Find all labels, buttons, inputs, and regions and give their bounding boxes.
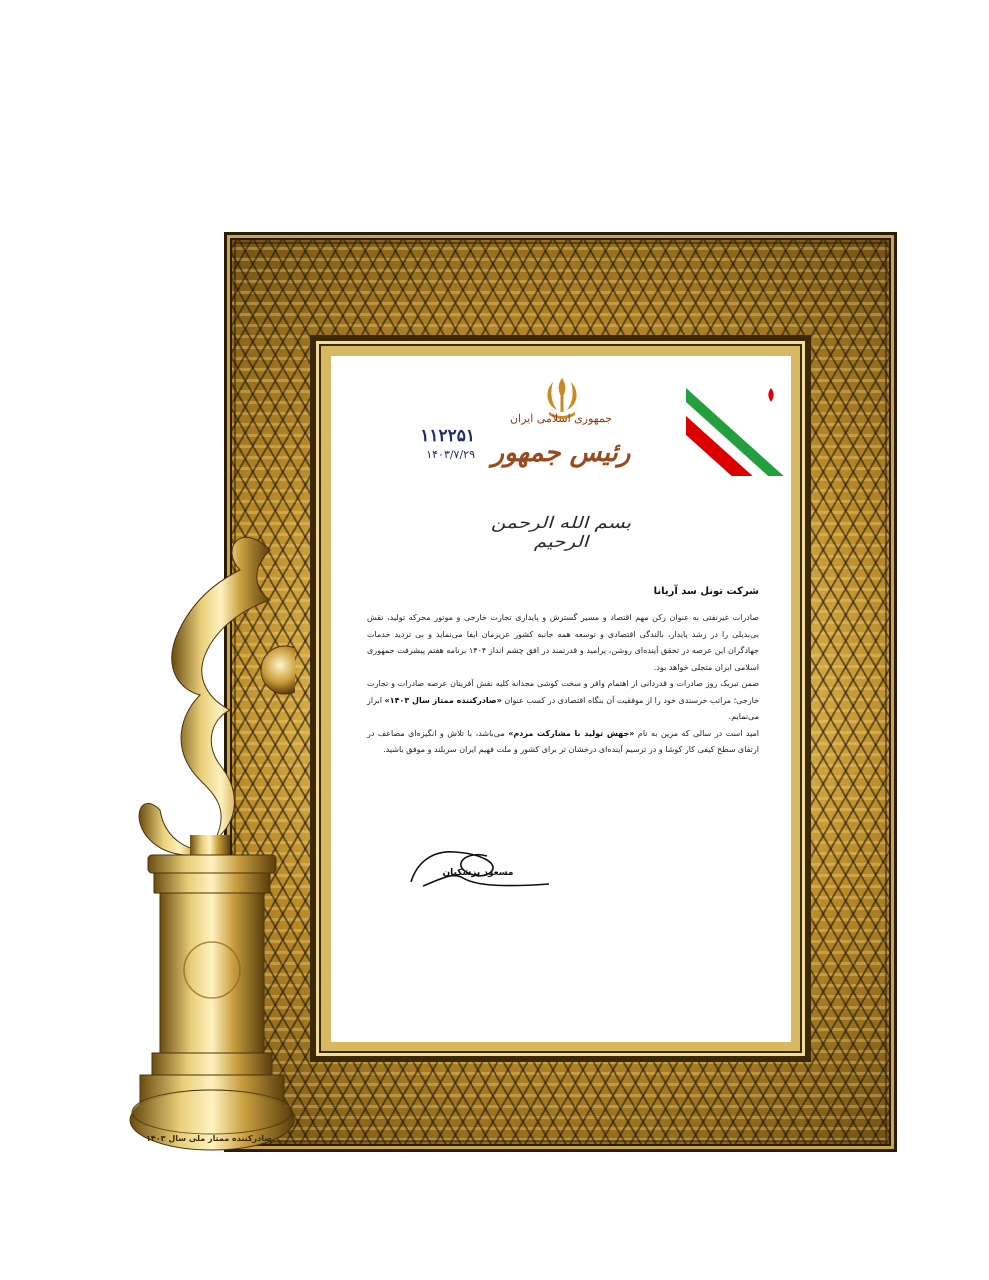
golden-trophy xyxy=(120,520,295,1160)
header-office-title: رئیس جمهور xyxy=(491,438,631,468)
iran-flag-ribbon xyxy=(686,356,791,476)
certificate-letter xyxy=(331,356,791,1042)
reference-date: ۱۴۰۳/۷/۲۹ xyxy=(426,448,475,461)
award-title: «صادرکننده ممتاز سال ۱۴۰۳» xyxy=(384,695,502,705)
flag-white-band xyxy=(686,366,791,476)
header-country: جمهوری اسلامی ایران xyxy=(509,412,613,425)
paragraph-2-end: ابراز می‌نمایم. xyxy=(367,695,759,721)
paragraph-1: صادرات غیرنفتی به عنوان رکن مهم اقتصاد و مسیر گسترش و پایداری تجارت خارجی و موتور محرکه تولید، نقش بی‌بدیلی را در رشد پایدار، بالندگی اقتصادی و توسعه همه جانبه کشور عزیزمان ایفا می‌نماید و بی تردید خدمات جهادگران این عرصه در تحقق آینده‌ای روشن، پرامید و قدرتمند در افق چشم انداز ۱۴۰۴ برنامه هفتم پیشرفت جمهوری اسلامی ایران متجلی خواهد بود. xyxy=(367,613,759,672)
recipient-name: شرکت تونل سد آریانا xyxy=(653,586,759,597)
signer-name: مسعود پزشکیان xyxy=(442,868,514,878)
letter-body xyxy=(367,610,759,759)
reference-number: ۱۱۲۲۵۱ xyxy=(420,426,475,446)
basmala-calligraphy: بسم الله الرحمن الرحیم xyxy=(490,512,632,552)
paragraph-3 xyxy=(367,726,759,759)
paragraph-3-end: می‌باشد، با تلاش و انگیزه‌ای مضاعف در ارتقای سطح کیفی کار کوشا و در ترسیم آینده‌ای درخشان تر برای کشور و ملت فهیم ایران سربلند و موفق باشید. xyxy=(367,728,759,754)
trophy-base-label: صادرکننده ممتاز ملی سال ۱۴۰۳ xyxy=(146,1134,272,1143)
paragraph-2-text: ضمن تبریک روز صادرات و قدردانی از اهتمام وافر و سخت کوشی مجدانه کلیه نقش آفرینان عرصه صادرات و تجارت خارجی؛ مراتب خرسندی خود را از موفقیت آن بنگاه اقتصادی در کسب عنوان xyxy=(367,679,760,705)
paragraph-3-text: امید است در سالی که مزین به نام xyxy=(637,728,760,738)
year-slogan: «جهش تولید با مشارکت مردم» xyxy=(508,728,635,738)
paragraph-2 xyxy=(367,676,759,726)
flag-emblem-icon xyxy=(762,386,780,404)
